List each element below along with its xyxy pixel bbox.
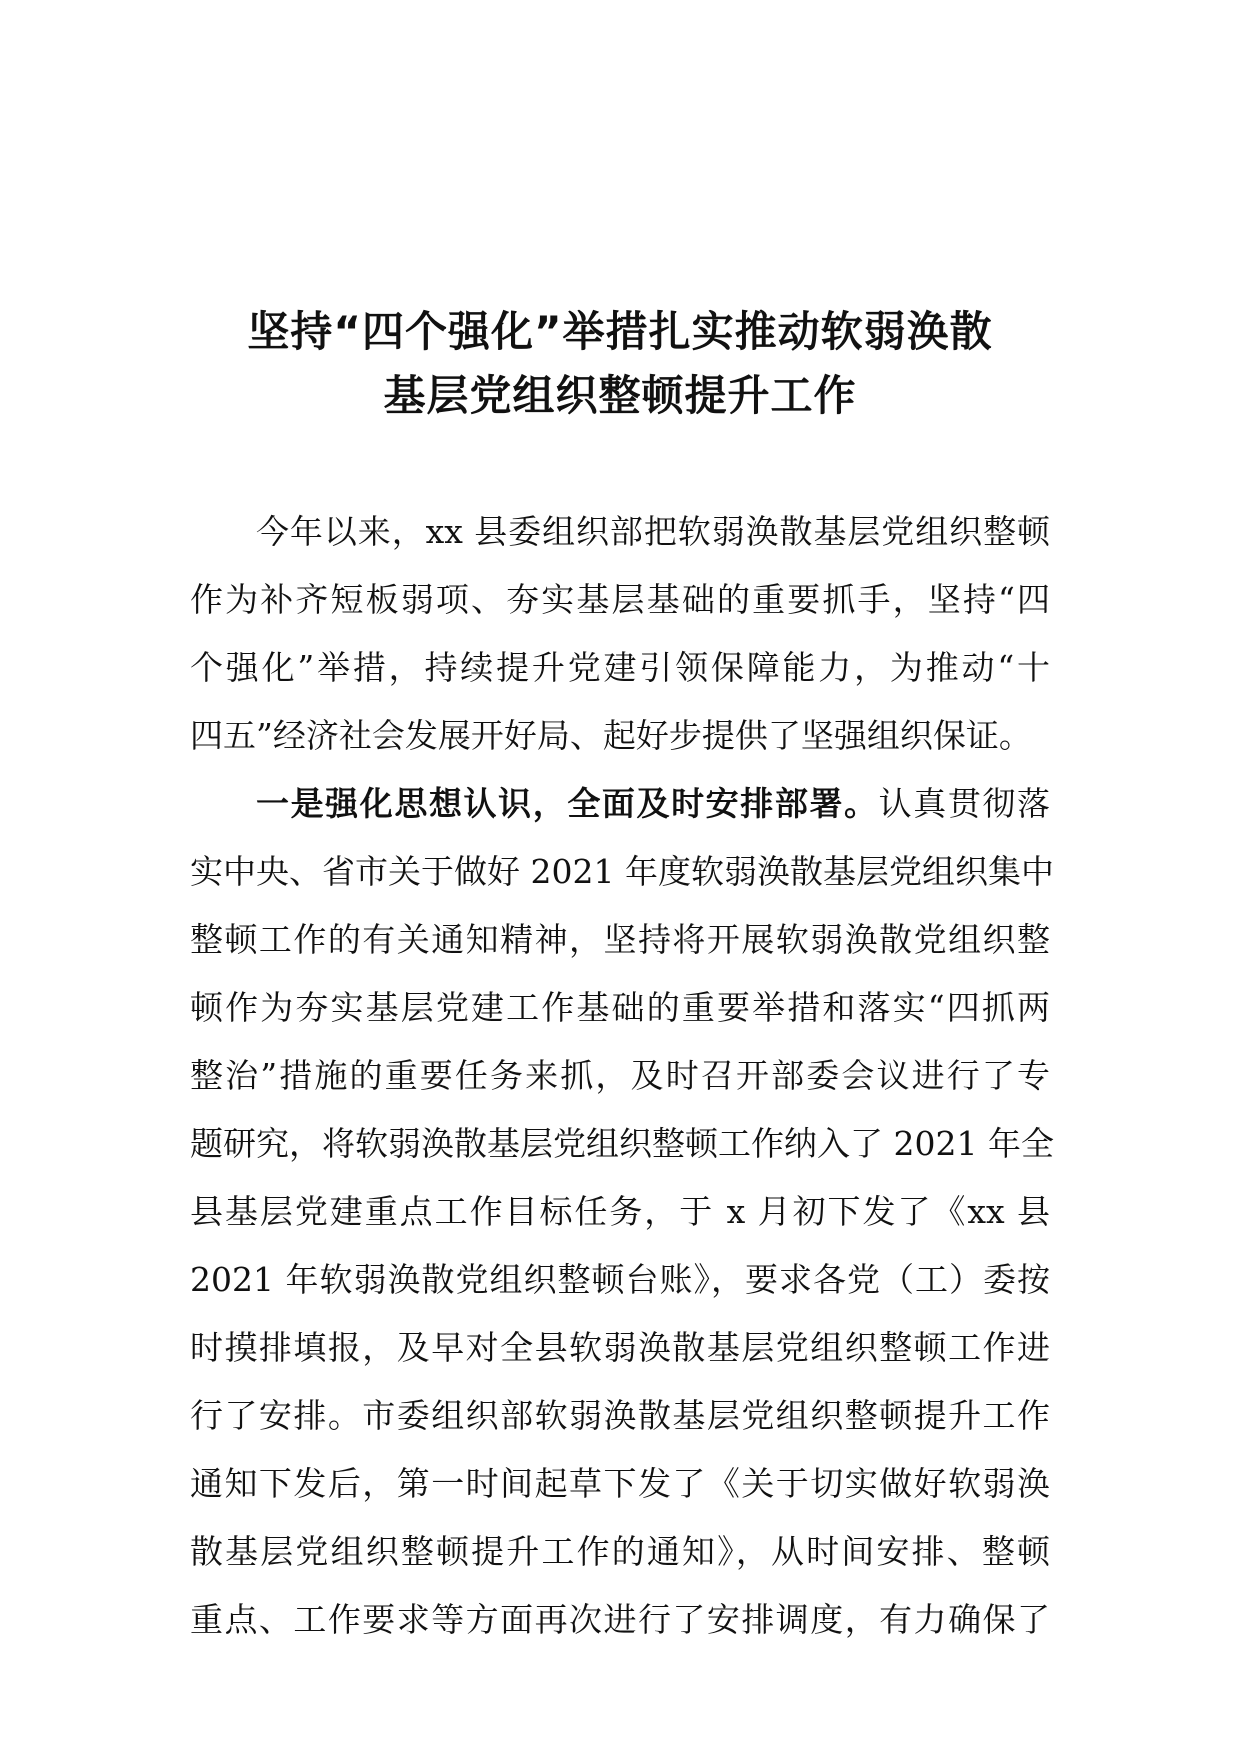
text-line: 县基层党建重点工作目标任务，于 x 月初下发了《xx 县 [190,1192,1050,1231]
text-line: 顿作为夯实基层党建工作基础的重要举措和落实“四抓两 [190,988,1050,1027]
text-line: 重点、工作要求等方面再次进行了安排调度，有力确保了 [190,1600,1050,1639]
text-line: 时摸排填报，及早对全县软弱涣散基层党组织整顿工作进 [190,1328,1050,1367]
document-body [190,498,1054,1654]
text-line: 行了安排。市委组织部软弱涣散基层党组织整顿提升工作 [190,1396,1050,1435]
paragraph-lead-rest: 认真贯彻落 [878,784,1051,823]
text-line: 整治”措施的重要任务来抓，及时召开部委会议进行了专 [190,1056,1050,1095]
text-line: 题研究，将软弱涣散基层党组织整顿工作纳入了 2021 年全 [190,1124,1054,1163]
document-title [150,300,1090,428]
paragraph-intro [190,498,1050,770]
paragraph-lead-heading: 一是强化思想认识，全面及时安排部署。 [256,784,879,823]
text-line: 个强化”举措，持续提升党建引领保障能力，为推动“十 [190,648,1050,687]
text-line: 2021 年软弱涣散党组织整顿台账》，要求各党（工）委按 [190,1260,1050,1299]
text-line: 作为补齐短板弱项、夯实基层基础的重要抓手，坚持“四 [190,580,1050,619]
text-line: 整顿工作的有关通知精神，坚持将开展软弱涣散党组织整 [190,920,1050,959]
text-line: 今年以来，xx 县委组织部把软弱涣散基层党组织整顿 [256,512,1050,551]
title-line-2: 基层党组织整顿提升工作 [383,371,857,420]
paragraph-first-measure [190,770,1054,1654]
text-line: 通知下发后，第一时间起草下发了《关于切实做好软弱涣 [190,1464,1050,1503]
text-line: 散基层党组织整顿提升工作的通知》，从时间安排、整顿 [190,1532,1050,1571]
text-line [190,770,1050,838]
text-line: 四五”经济社会发展开好局、起好步提供了坚强组织保证。 [190,716,1032,755]
text-line: 实中央、省市关于做好 2021 年度软弱涣散基层党组织集中 [190,852,1054,891]
title-line-1: 坚持“四个强化”举措扎实推动软弱涣散 [247,307,993,356]
